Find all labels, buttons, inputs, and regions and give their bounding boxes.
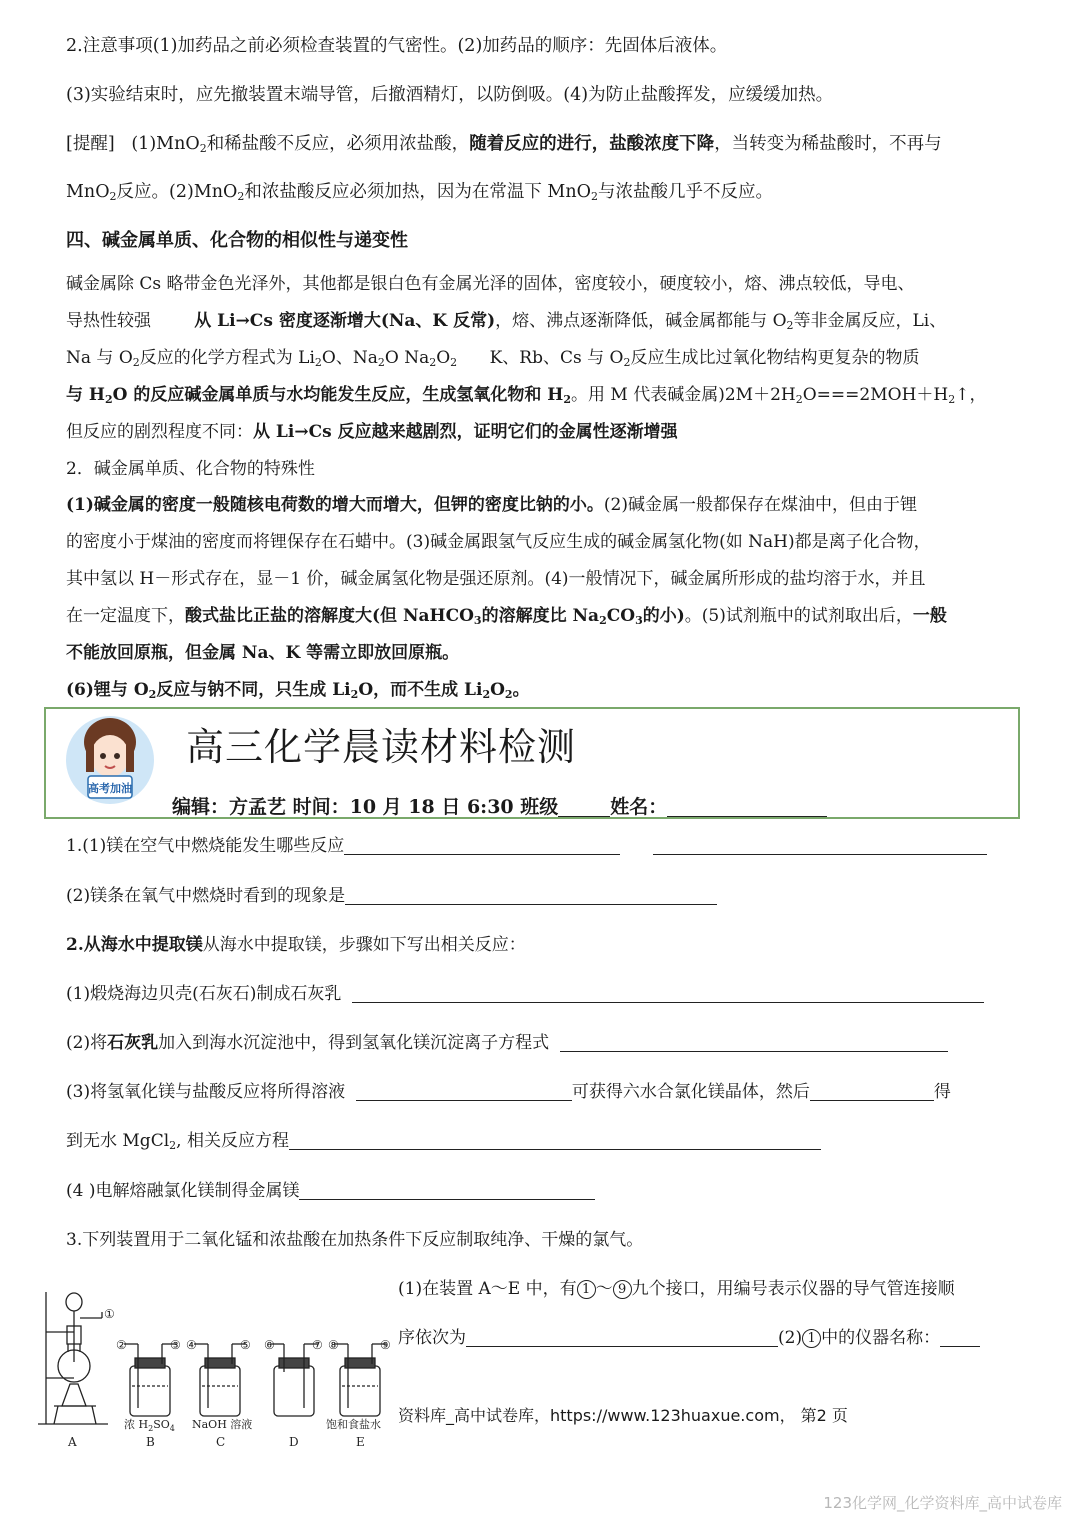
- answer-blank-5[interactable]: [356, 1082, 572, 1101]
- avatar-caption: 高考加油: [88, 782, 132, 795]
- reagent-c: NaOH 溶液: [192, 1418, 253, 1431]
- question-3-2: 序依次为 (2) 1 中的仪器名称：: [398, 1326, 980, 1350]
- page-title: 高三化学晨读材料检测: [186, 725, 577, 769]
- question-2-2: (2)将石灰乳加入到海水沉淀池中，得到氢氧化镁沉淀离子方程式: [66, 1031, 948, 1055]
- question-3: 3.下列装置用于二氧化锰和浓盐酸在加热条件下反应制取纯净、干燥的氯气。: [66, 1230, 644, 1250]
- question-2: 2.从海水中提取镁从海水中提取镁，步骤如下写出相关反应：: [66, 935, 526, 955]
- section-heading: 四、碱金属单质、化合物的相似性与递变性: [66, 230, 408, 251]
- alkali-para-line-1: 碱金属除 Cs 略带金色光泽外，其他都是银白色有金属光泽的固体，密度较小，硬度较小，熔、沸点较低，导电、: [66, 274, 915, 294]
- answer-blank-4[interactable]: [560, 1033, 948, 1052]
- special-line-1: (1)碱金属的密度一般随核电荷数的增大而增大，但钾的密度比钠的小。(2)碱金属一般都保存在煤油中，但由于锂: [66, 495, 918, 515]
- special-line-3: 其中氢以 H－形式存在，显－1 价，碱金属氢化物是强还原剂。(4)一般情况下，碱金属所形成的盐均溶于水，并且: [66, 569, 926, 589]
- label-c: C: [216, 1435, 226, 1449]
- alkali-para-line-5: 但反应的剧烈程度不同：从 Li→Cs 反应越来越剧烈，证明它们的金属性逐渐增强: [66, 422, 678, 442]
- answer-blank-8[interactable]: [299, 1181, 595, 1200]
- reagent-b: 浓 $H_2SO_4$: [124, 1418, 175, 1433]
- port-2: ②: [116, 1338, 127, 1352]
- answer-blank-1b[interactable]: [653, 836, 987, 855]
- special-line-5: 不能放回原瓶，但金属 Na、K 等需立即放回原瓶。: [66, 643, 460, 663]
- question-2-4: (4 )电解熔融氯化镁制得金属镁: [66, 1179, 595, 1203]
- question-1-2: (2)镁条在氧气中燃烧时看到的现象是: [66, 884, 717, 908]
- special-title: 2．碱金属单质、化合物的特殊性: [66, 459, 315, 479]
- port-6: ⑥: [264, 1338, 275, 1352]
- answer-blank-2[interactable]: [345, 886, 717, 905]
- alkali-para-line-4: 与 $H_2O$ 的反应碱金属单质与水均能发生反应，生成氢氧化物和 $H_2$。用 M 代表碱金属)$2M+2H_2O===2MOH+H_2↑$，: [66, 385, 987, 406]
- question-2-3-cont: 到无水 MgCl$_2$, 相关反应方程: [66, 1129, 821, 1153]
- question-2-3: (3)将氢氧化镁与盐酸反应将所得溶液 可获得六水合氯化镁晶体，然后 得: [66, 1082, 951, 1102]
- port-5: ⑤: [240, 1338, 251, 1352]
- page-footer: 资料库_高中试卷库，https://www.123huaxue.com， 第2 页: [398, 1406, 848, 1425]
- special-line-2: 的密度小于煤油的密度而将锂保存在石蜡中。(3)碱金属跟氢气反应生成的碱金属氢化物(如 NaH)都是离子化合物，: [66, 532, 931, 552]
- label-a: A: [68, 1435, 77, 1449]
- question-3-1: (1)在装置 A～E 中，有 1 ～ 9 九个接口，用编号表示仪器的导气管连接顺: [398, 1279, 955, 1299]
- special-line-6: (6)锂与 $O_2$反应与钠不同，只生成 $Li_2O$，而不生成 $Li_2O_2$。: [66, 680, 530, 701]
- port-9: ⑨: [380, 1338, 391, 1352]
- header-meta: 编辑：方孟艺 时间：10 月 18 日 6:30 班级 姓名：: [172, 792, 827, 819]
- port-8: ⑧: [328, 1338, 339, 1352]
- answer-blank-9[interactable]: [466, 1328, 778, 1347]
- answer-blank-3[interactable]: [352, 984, 984, 1003]
- answer-blank-1a[interactable]: [344, 836, 620, 855]
- label-e: E: [356, 1435, 365, 1449]
- class-field[interactable]: [558, 798, 610, 817]
- name-field[interactable]: [667, 798, 827, 817]
- watermark: 123化学网_化学资料库_高中试卷库: [823, 1494, 1062, 1512]
- avatar: [62, 712, 158, 808]
- port-1: ①: [104, 1307, 115, 1321]
- question-2-1: (1)煅烧海边贝壳(石灰石)制成石灰乳: [66, 982, 984, 1006]
- precautions-line-2: (3)实验结束时，应先撤装置末端导管，后撤酒精灯，以防倒吸。(4)为防止盐酸挥发，应缓缓加热。: [66, 85, 834, 105]
- question-1-1: 1.(1)镁在空气中燃烧能发生哪些反应: [66, 834, 987, 858]
- label-b: B: [146, 1435, 155, 1449]
- reminder-line-2: MnO$_2$反应。(2)MnO$_2$和浓盐酸反应必须加热，因为在常温下 MnO$_2$与浓盐酸几乎不反应。: [66, 182, 773, 203]
- answer-blank-6[interactable]: [810, 1082, 934, 1101]
- label-d: D: [289, 1435, 299, 1449]
- port-4: ④: [186, 1338, 197, 1352]
- reagent-e: 饱和食盐水: [326, 1418, 381, 1431]
- answer-blank-7[interactable]: [289, 1131, 821, 1150]
- special-line-4: 在一定温度下，酸式盐比正盐的溶解度大(但 NaHCO$_3$的溶解度比 $Na_2CO_3$的小)。(5)试剂瓶中的试剂取出后，一般: [66, 606, 947, 627]
- port-7: ⑦: [312, 1338, 323, 1352]
- reminder-line-1: [提醒] (1)MnO$_2$和稀盐酸不反应，必须用浓盐酸，随着反应的进行，盐酸浓度下降，当转变为稀盐酸时，不再与: [66, 134, 942, 155]
- alkali-para-line-2: 导热性较强 从 Li→Cs 密度逐渐增大(Na、K 反常)，熔、沸点逐渐降低，碱金属都能与 $O_2$等非金属反应，Li、: [66, 311, 947, 332]
- alkali-para-line-3: Na 与 $O_2$反应的化学方程式为 $Li_2O$、$Na_2O$ $Na_2O_2$ K、Rb、Cs 与 $O_2$反应生成比过氧化物结构更复杂的物质: [66, 348, 920, 369]
- port-3: ③: [170, 1338, 181, 1352]
- precautions-line-1: 2.注意事项(1)加药品之前必须检查装置的气密性。(2)加药品的顺序：先固体后液体。: [66, 36, 728, 56]
- answer-blank-10[interactable]: [940, 1328, 980, 1347]
- apparatus-diagram: [34, 1282, 404, 1452]
